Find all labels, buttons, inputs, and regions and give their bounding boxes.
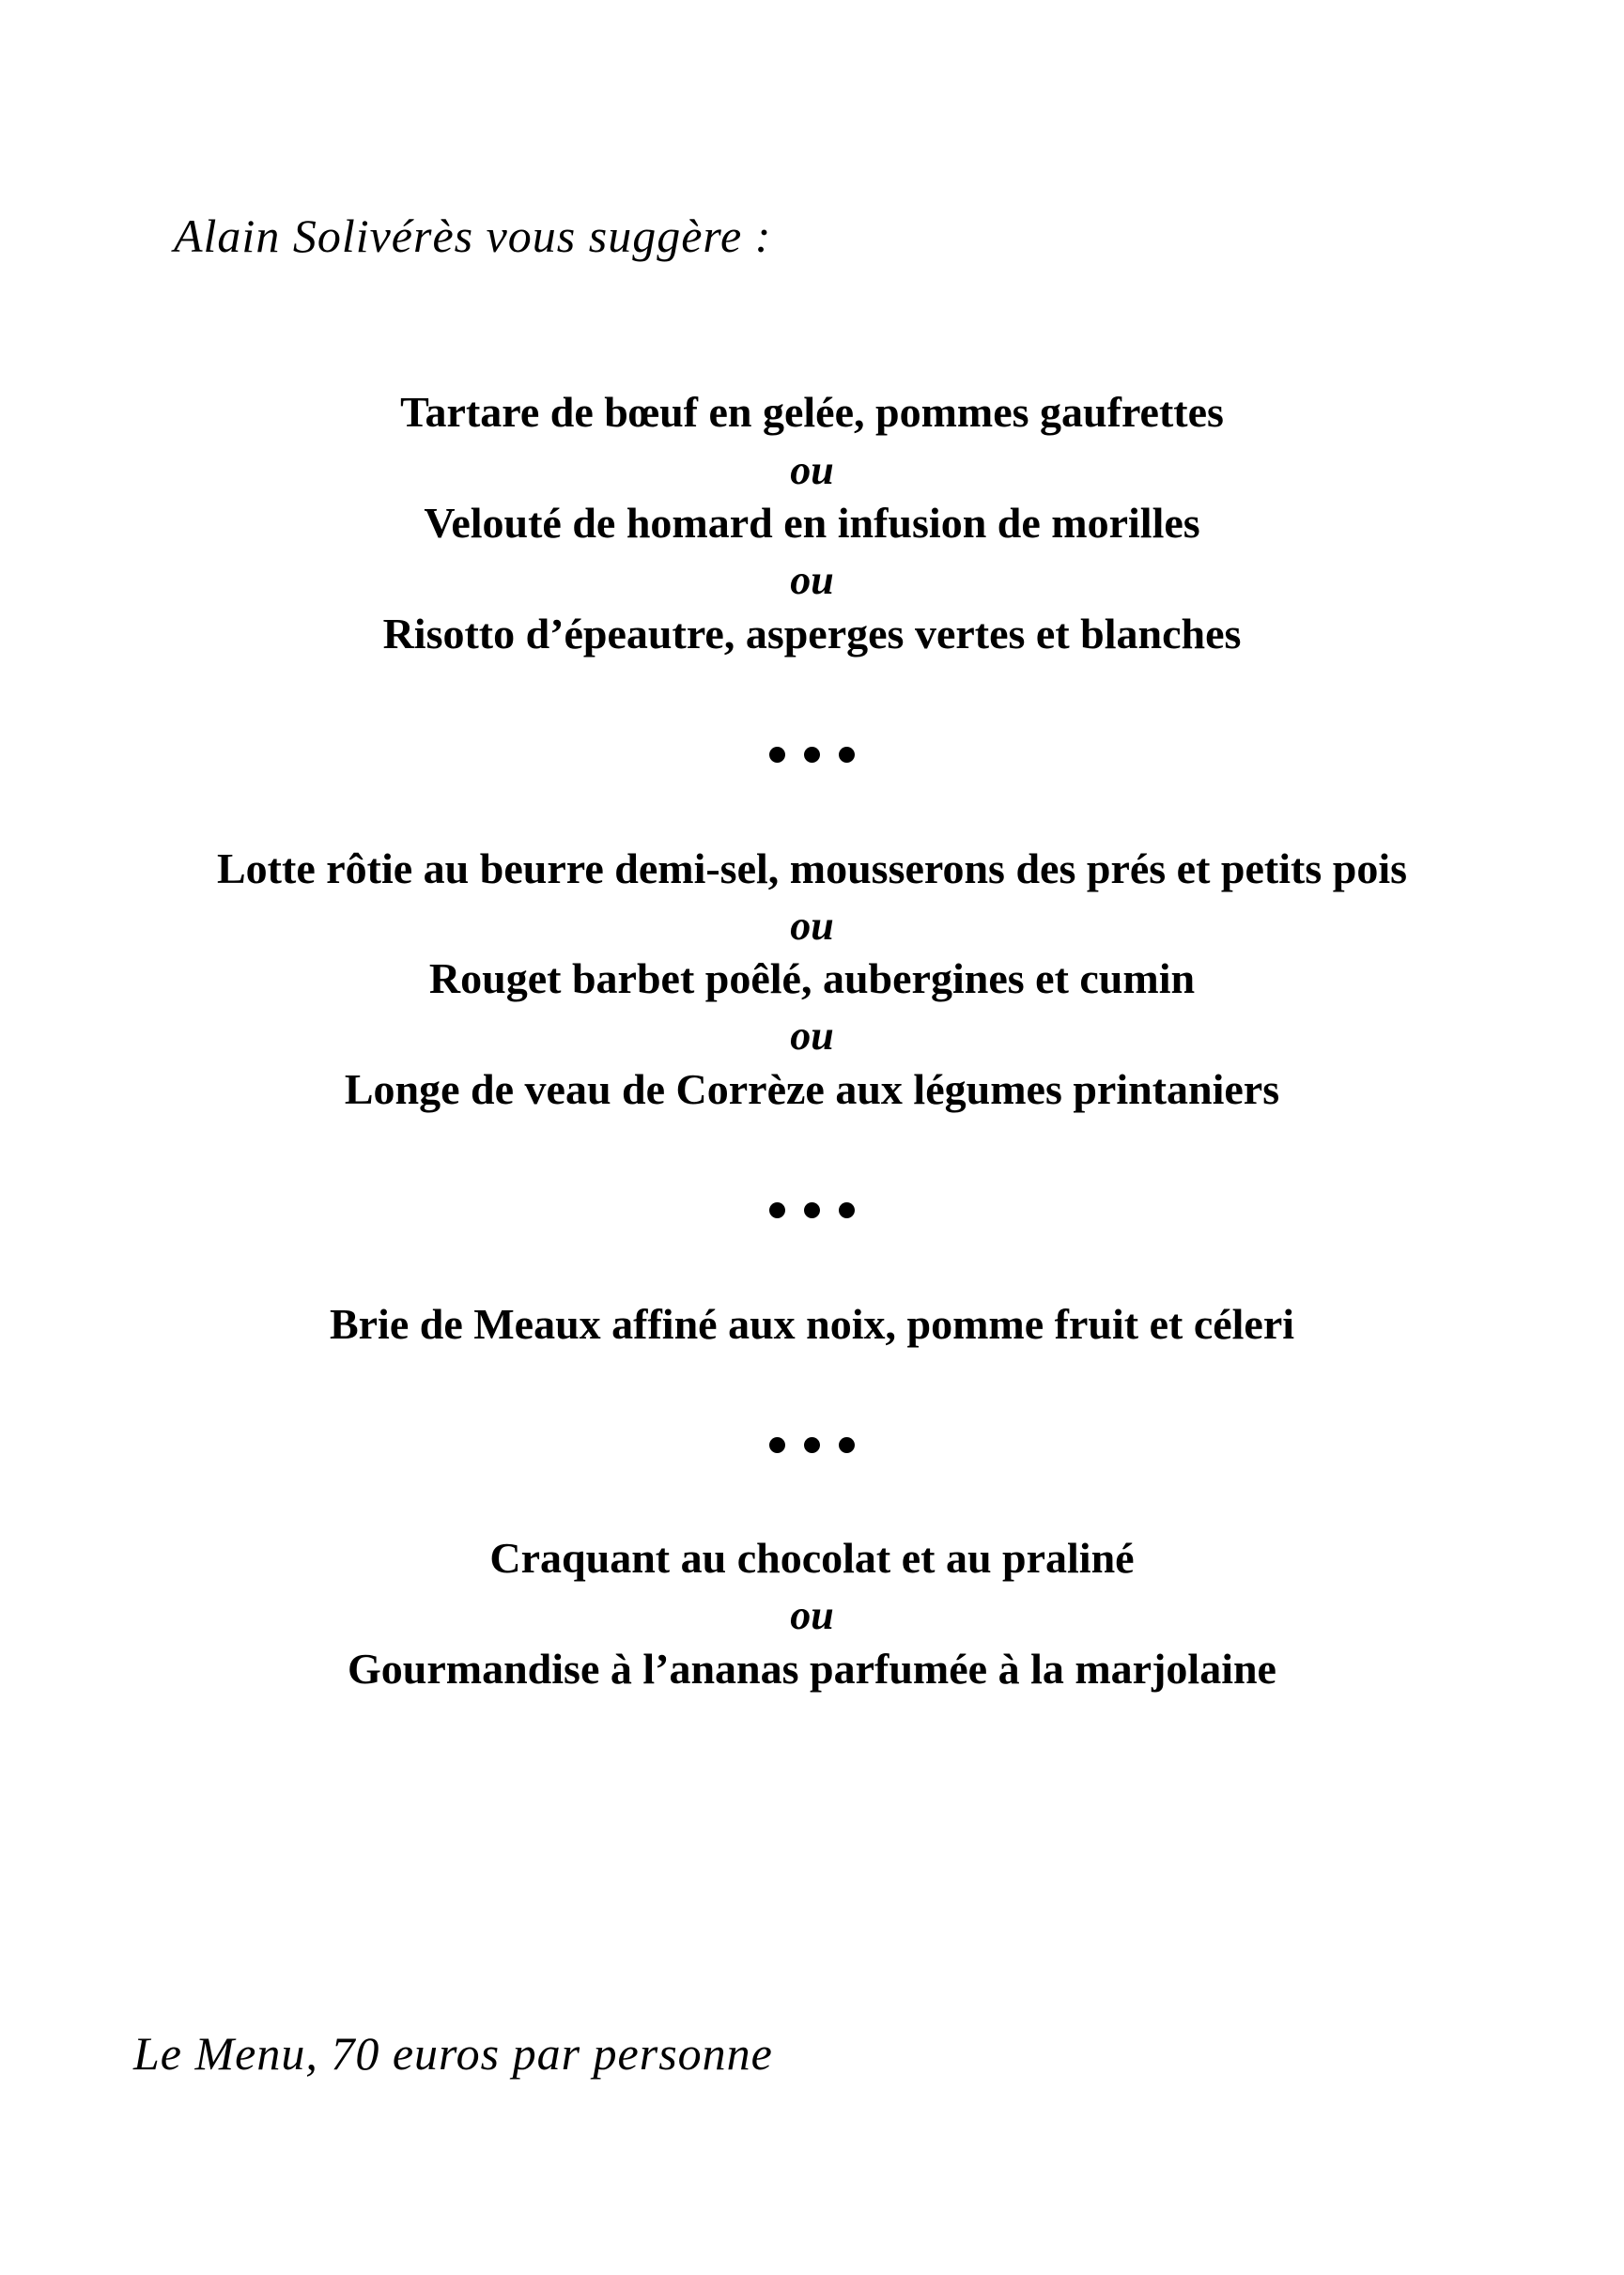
- menu-intro: Alain Solivérès vous suggère :: [174, 209, 772, 262]
- bullet-dot-icon: [839, 747, 855, 763]
- dish-item: Brie de Meaux affiné aux noix, pomme fruit et céleri: [329, 1300, 1295, 1348]
- bullet-dot-icon: [839, 1437, 855, 1453]
- or-separator: ou: [790, 557, 834, 603]
- dish-item: Rouget barbet poêlé, aubergines et cumin: [428, 954, 1196, 1002]
- bullet-dot-icon: [804, 1437, 820, 1453]
- course-divider: [0, 747, 1624, 763]
- course-divider: [0, 1202, 1624, 1218]
- dish-item: Risotto d’épeautre, asperges vertes et blanches: [382, 610, 1242, 658]
- bullet-dot-icon: [769, 1202, 785, 1218]
- or-separator: ou: [790, 447, 834, 493]
- or-separator: ou: [790, 1013, 834, 1059]
- bullet-dot-icon: [769, 1437, 785, 1453]
- or-separator: ou: [790, 903, 834, 949]
- bullet-dot-icon: [804, 747, 820, 763]
- dish-item: Longe de veau de Corrèze aux légumes printaniers: [344, 1065, 1280, 1113]
- course-divider: [0, 1437, 1624, 1453]
- or-separator: ou: [790, 1592, 834, 1638]
- bullet-dot-icon: [804, 1202, 820, 1218]
- dish-item: Velouté de homard en infusion de morilles: [424, 499, 1200, 547]
- dish-item: Craquant au chocolat et au praliné: [489, 1534, 1135, 1582]
- bullet-dot-icon: [769, 747, 785, 763]
- dish-item: Lotte rôtie au beurre demi-sel, mousserons des prés et petits pois: [217, 844, 1407, 892]
- bullet-dot-icon: [839, 1202, 855, 1218]
- menu-price: Le Menu, 70 euros par personne: [133, 2027, 773, 2080]
- dish-item: Tartare de bœuf en gelée, pommes gaufrettes: [400, 388, 1224, 436]
- dish-item: Gourmandise à l’ananas parfumée à la marjolaine: [348, 1645, 1276, 1693]
